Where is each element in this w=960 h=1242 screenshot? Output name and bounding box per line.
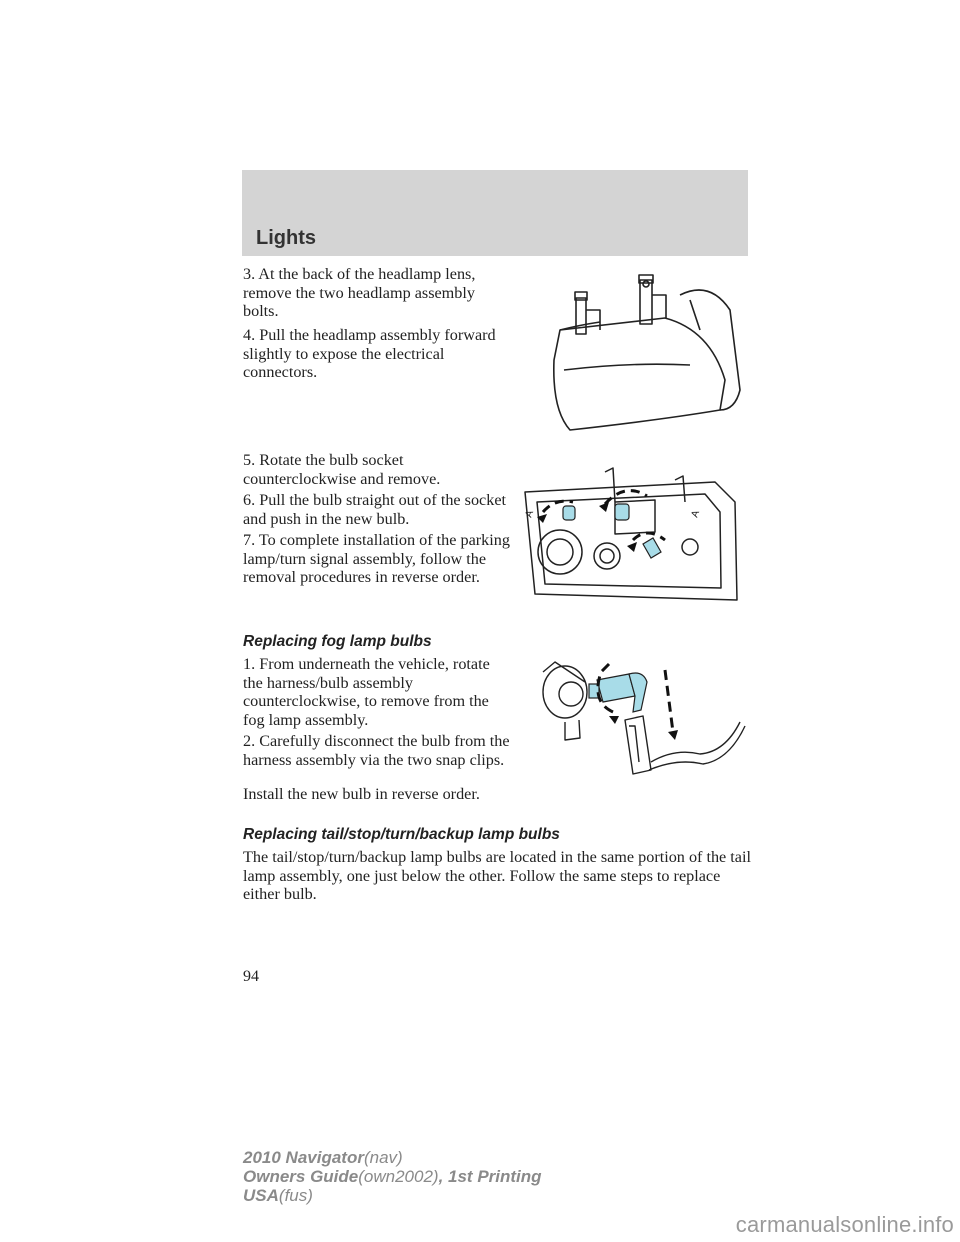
footer-model: 2010 Navigator <box>243 1148 364 1167</box>
label-a-right: A <box>689 508 703 520</box>
section-title: Lights <box>256 227 316 249</box>
step-5: 5. Rotate the bulb socket counterclockwise and remove. <box>243 451 441 488</box>
footer-printing: , 1st Printing <box>438 1167 542 1186</box>
label-a-left: A <box>523 508 537 520</box>
tail-body: The tail/stop/turn/backup lamp bulbs are located in the same portion of the tail lamp assembly, one just below the other. Follow the same steps to replace either bulb. <box>243 848 751 904</box>
step-3: 3. At the back of the headlamp lens, remove the two headlamp assembly bolts. <box>243 265 476 321</box>
step-6: 6. Pull the bulb straight out of the socket and push in the new bulb. <box>243 491 507 528</box>
fog-heading: Replacing fog lamp bulbs <box>243 633 432 650</box>
watermark: carmanualsonline.info <box>735 1212 954 1237</box>
bulb-socket-illustration <box>515 462 745 612</box>
footer-model-code: (nav) <box>363 1148 403 1167</box>
step-7: 7. To complete installation of the parking lamp/turn signal assembly, follow the removal procedures in reverse order. <box>243 531 510 587</box>
footer <box>243 1148 542 1205</box>
footer-guide: Owners Guide <box>243 1167 359 1186</box>
fog-step-2: 2. Carefully disconnect the bulb from the harness assembly via the two snap clips. <box>243 732 510 769</box>
fog-step-1: 1. From underneath the vehicle, rotate the harness/bulb assembly counterclockwise, to remove from the fog lamp assembly. <box>243 655 490 729</box>
section-header-band <box>242 170 748 256</box>
tail-heading: Replacing tail/stop/turn/backup lamp bulbs <box>243 826 560 843</box>
fog-step-install: Install the new bulb in reverse order. <box>243 785 480 803</box>
fog-lamp-bulb-illustration <box>525 652 750 782</box>
page-number: 94 <box>243 968 259 985</box>
headlamp-assembly-illustration <box>540 270 750 435</box>
step-4: 4. Pull the headlamp assembly forward slightly to expose the electrical connectors. <box>243 326 496 382</box>
footer-guide-code: (own2002) <box>358 1167 439 1186</box>
footer-market: USA <box>243 1186 279 1205</box>
footer-market-code: (fus) <box>278 1186 313 1205</box>
